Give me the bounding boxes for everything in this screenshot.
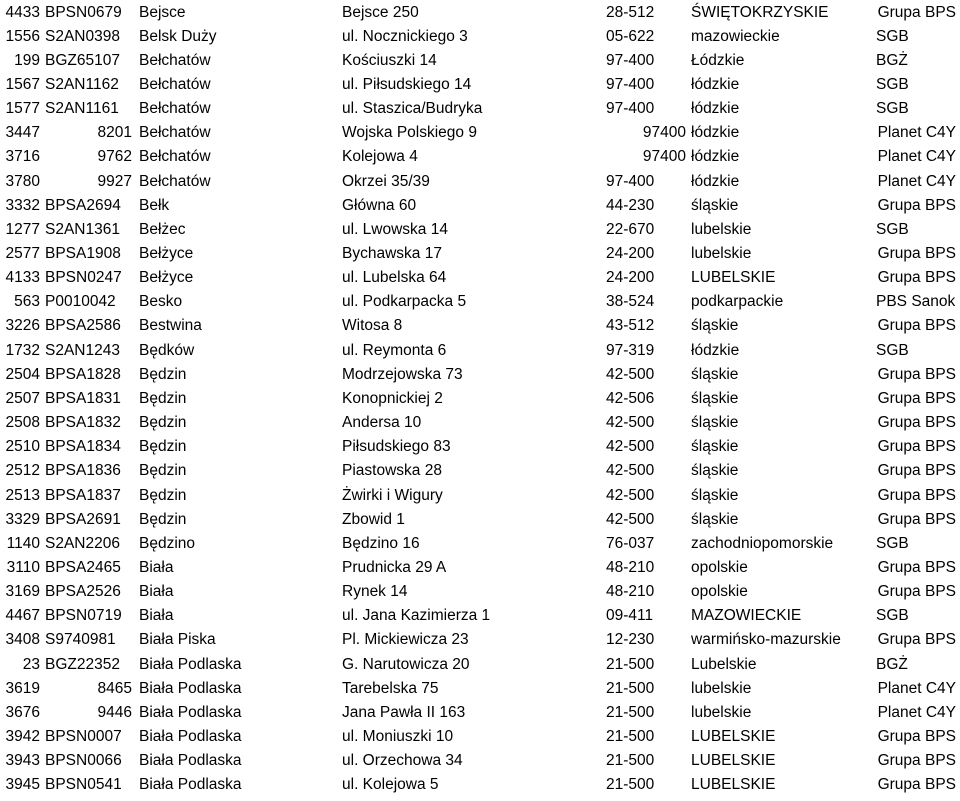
cell-code: BPSN0247 [45,269,122,287]
table-row [0,218,960,242]
cell-address: ul. Kolejowa 5 [342,776,439,794]
cell-zip: 24-200 [606,245,655,262]
cell-city: Biała Podlaska [139,728,242,745]
cell-bank: Grupa BPS [877,486,956,504]
cell-region: łódzkie [691,75,740,93]
cell-city: Bełżyce [139,269,194,287]
cell-address: Okrzei 35/39 [342,172,430,190]
cell-region: łódzkie [691,341,740,359]
cell-city: Bełchatów [139,100,211,118]
cell-bank: Grupa BPS [877,414,956,432]
cell-code: S2AN1161 [45,100,119,118]
cell-bank: Grupa BPS [877,245,956,262]
cell-id: 2513 [5,486,40,504]
cell-region: łódzkie [691,100,740,118]
cell-code: BPSA2526 [45,583,121,601]
cell-address: Bychawska 17 [342,245,442,262]
table-row [0,677,960,701]
cell-region: LUBELSKIE [691,728,776,745]
cell-city: Będzin [139,438,187,456]
cell-bank: Grupa BPS [877,631,956,649]
cell-bank: Grupa BPS [877,365,956,383]
cell-region: śląskie [691,486,739,504]
cell-address: Żwirki i Wigury [342,486,443,504]
cell-id: 23 [22,655,40,673]
table-row [0,749,960,773]
cell-code: BPSN0066 [45,752,122,770]
table-row [0,387,960,411]
table-row [0,459,960,483]
cell-address: Pl. Mickiewicza 23 [342,631,469,649]
cell-address: Jana Pawła II 163 [342,703,466,721]
cell-address: ul. Piłsudskiego 14 [342,75,472,93]
cell-id: 3780 [5,172,40,190]
cell-address: ul. Orzechowa 34 [342,752,463,770]
table-row [0,49,960,73]
cell-zip: 97400 [642,148,686,166]
cell-bank: Grupa BPS [877,583,956,601]
cell-id: 1577 [5,100,40,118]
cell-id: 563 [14,293,40,311]
cell-code: S2AN1243 [45,341,120,359]
cell-id: 3329 [5,510,40,528]
cell-region: lubelskie [691,703,752,721]
cell-zip: 48-210 [606,558,655,576]
cell-address: Wojska Polskiego 9 [342,124,477,142]
cell-id: 3110 [6,558,40,576]
cell-zip: 21-500 [606,752,655,770]
cell-zip: 42-500 [606,365,655,383]
cell-city: Bełchatów [139,51,211,69]
table-row [0,194,960,218]
cell-id: 3447 [5,124,40,142]
table-row [0,1,960,25]
cell-zip: 24-200 [606,269,655,287]
cell-bank: Grupa BPS [877,317,956,335]
cell-region: Łódzkie [691,51,745,69]
cell-code: BPSA1832 [45,414,121,432]
cell-region: mazowieckie [691,27,780,45]
cell-bank: SGB [876,100,909,118]
cell-zip: 48-210 [606,583,655,601]
cell-zip: 97-400 [606,172,655,190]
cell-code: BGZ22352 [45,655,120,673]
cell-id: 1277 [5,220,40,238]
cell-zip: 21-500 [606,703,655,721]
cell-zip: 97-319 [606,341,655,359]
cell-city: Będzin [139,486,187,504]
cell-region: śląskie [691,365,739,383]
cell-code: BPSA1828 [45,365,121,383]
cell-city: Biała [139,583,174,601]
cell-bank: Grupa BPS [877,389,956,407]
cell-region: opolskie [691,583,748,601]
cell-zip: 22-670 [606,220,655,238]
table-row [0,604,960,628]
cell-zip: 97-400 [606,100,655,118]
cell-region: śląskie [691,462,739,480]
cell-region: śląskie [691,196,739,214]
cell-id: 3942 [5,728,40,745]
cell-code: BPSA2465 [45,558,121,576]
cell-id: 2577 [5,245,40,262]
cell-address: ul. Jana Kazimierza 1 [342,607,491,625]
cell-bank: SGB [876,534,909,552]
cell-bank: SGB [876,27,909,45]
cell-region: LUBELSKIE [691,269,776,287]
cell-zip: 43-512 [606,317,655,335]
cell-zip: 97-400 [606,75,655,93]
cell-zip: 09-411 [606,607,654,625]
cell-id: 199 [14,51,40,69]
cell-city: Biała Podlaska [139,752,242,770]
cell-address: G. Narutowicza 20 [342,655,470,673]
cell-city: Bełchatów [139,75,211,93]
cell-code: BPSN0679 [45,3,122,21]
cell-bank: Planet C4Y [877,703,956,721]
cell-code: P0010042 [45,293,116,311]
cell-region: Lubelskie [691,655,757,673]
cell-zip: 97-400 [606,51,655,69]
cell-code: BPSA1836 [45,462,121,480]
cell-code: BPSA2691 [45,510,121,528]
table-row [0,556,960,580]
cell-code: BPSA1834 [45,438,121,456]
cell-zip: 21-500 [606,679,655,697]
cell-id: 3332 [5,196,40,214]
cell-region: śląskie [691,438,739,456]
cell-id: 1140 [6,534,40,552]
cell-region: łódzkie [691,148,740,166]
cell-id: 3716 [5,148,40,166]
table-row [0,580,960,604]
cell-region: lubelskie [691,679,752,697]
table-row [0,145,960,169]
cell-zip: 44-230 [606,196,655,214]
cell-bank: SGB [876,341,909,359]
cell-city: Biała Podlaska [139,703,242,721]
cell-bank: Planet C4Y [877,124,956,142]
cell-region: opolskie [691,558,748,576]
table-row [0,314,960,338]
cell-city: Bełchatów [139,148,211,166]
cell-zip: 42-500 [606,414,655,432]
cell-city: Będzin [139,365,187,383]
cell-code: 8465 [97,679,132,697]
table-row [0,725,960,749]
cell-address: Modrzejowska 73 [342,365,463,383]
cell-bank: Grupa BPS [877,438,956,456]
cell-id: 4433 [5,3,40,21]
cell-city: Biała Podlaska [139,679,242,697]
cell-bank: SGB [876,220,909,238]
cell-address: Piastowska 28 [342,462,442,480]
cell-zip: 42-500 [606,462,655,480]
cell-zip: 38-524 [606,293,655,311]
table-row [0,484,960,508]
cell-id: 1556 [5,27,40,45]
cell-bank: Grupa BPS [877,462,956,480]
cell-zip: 28-512 [606,3,655,21]
cell-zip: 76-037 [606,534,655,552]
table-row [0,25,960,49]
cell-city: Belsk Duży [139,27,217,45]
cell-bank: Planet C4Y [877,679,956,697]
cell-city: Biała [139,607,174,625]
cell-code: S9740981 [45,631,116,649]
cell-code: BPSA2694 [45,196,121,214]
cell-city: Bejsce [139,3,186,21]
cell-city: Będzin [139,414,187,432]
table-row [0,170,960,194]
cell-address: Kościuszki 14 [342,51,437,69]
cell-address: Będzino 16 [342,534,420,552]
cell-bank: Grupa BPS [877,728,956,745]
cell-city: Biała Piska [139,631,216,649]
cell-zip: 12-230 [606,631,655,649]
table-row [0,266,960,290]
cell-id: 4467 [5,607,40,625]
cell-id: 3226 [5,317,40,335]
cell-zip: 42-500 [606,510,655,528]
cell-city: Bestwina [139,317,202,335]
table-row [0,508,960,532]
table-row [0,73,960,97]
cell-bank: PBS Sanok [876,293,956,311]
cell-city: Biała [139,558,174,576]
cell-address: Kolejowa 4 [342,148,418,166]
cell-bank: Grupa BPS [877,776,956,794]
table-row [0,411,960,435]
cell-address: ul. Lubelska 64 [342,269,447,287]
cell-zip: 97400 [642,124,686,142]
cell-region: zachodniopomorskie [691,534,834,552]
cell-id: 2508 [5,414,40,432]
cell-city: Biała Podlaska [139,655,242,673]
cell-address: Rynek 14 [342,583,408,601]
table-row [0,363,960,387]
cell-id: 2504 [5,365,40,383]
cell-region: ŚWIĘTOKRZYSKIE [691,3,829,21]
cell-bank: SGB [876,75,909,93]
cell-code: 9446 [97,703,132,721]
cell-code: S2AN1162 [45,75,119,93]
cell-city: Bełżec [139,220,186,238]
cell-region: lubelskie [691,245,752,262]
cell-code: S2AN2206 [45,534,120,552]
cell-city: Będzin [139,462,187,480]
cell-address: Witosa 8 [342,317,403,335]
cell-address: ul. Lwowska 14 [342,220,448,238]
cell-id: 3945 [5,776,40,794]
cell-id: 3676 [5,703,40,721]
cell-code: BPSA1908 [45,245,121,262]
cell-bank: Grupa BPS [877,510,956,528]
cell-region: lubelskie [691,220,752,238]
cell-address: ul. Staszica/Budryka [342,100,483,118]
cell-city: Besko [139,293,183,311]
table-row [0,701,960,725]
cell-bank: Planet C4Y [877,148,956,166]
table-row [0,121,960,145]
table-row [0,339,960,363]
cell-address: Andersa 10 [342,414,422,432]
cell-region: śląskie [691,414,739,432]
cell-region: śląskie [691,317,739,335]
cell-region: LUBELSKIE [691,776,776,794]
cell-address: Zbowid 1 [342,510,405,528]
cell-id: 3408 [5,631,40,649]
cell-code: 8201 [97,124,132,142]
cell-zip: 21-500 [606,655,655,673]
cell-address: Prudnicka 29 A [342,558,447,576]
cell-bank: Planet C4Y [877,172,956,190]
cell-city: Bełżyce [139,245,194,262]
cell-code: BPSA1837 [45,486,121,504]
cell-code: BPSA2586 [45,317,121,335]
cell-city: Będków [139,341,195,359]
table-row [0,435,960,459]
cell-city: Bełchatów [139,172,211,190]
cell-bank: Grupa BPS [877,752,956,770]
table-row [0,242,960,266]
cell-city: Biała Podlaska [139,776,242,794]
cell-city: Bełchatów [139,124,211,142]
cell-code: BPSN0007 [45,728,122,745]
cell-city: Będzin [139,510,187,528]
cell-id: 2512 [5,462,40,480]
cell-address: ul. Moniuszki 10 [342,728,454,745]
cell-address: ul. Reymonta 6 [342,341,447,359]
table-row [0,653,960,677]
table-row [0,773,960,797]
cell-region: warmińsko-mazurskie [691,631,841,649]
cell-zip: 42-506 [606,389,655,407]
cell-region: LUBELSKIE [691,752,776,770]
cell-code: BPSN0541 [45,776,122,794]
table-row [0,290,960,314]
table-row [0,628,960,652]
cell-address: Główna 60 [342,196,417,214]
cell-region: śląskie [691,510,739,528]
cell-id: 2507 [5,389,40,407]
cell-code: 9927 [97,172,132,190]
cell-bank: Grupa BPS [877,3,956,21]
cell-zip: 42-500 [606,438,655,456]
cell-region: śląskie [691,389,739,407]
cell-city: Będzin [139,389,187,407]
cell-id: 2510 [5,438,40,456]
cell-bank: SGB [876,607,909,625]
cell-bank: Grupa BPS [877,558,956,576]
cell-zip: 05-622 [606,27,655,45]
cell-address: Konopnickiej 2 [342,389,443,407]
cell-id: 3169 [5,583,40,601]
cell-code: BPSA1831 [45,389,121,407]
cell-address: ul. Nocznickiego 3 [342,27,468,45]
cell-id: 3943 [5,752,40,770]
cell-id: 1732 [5,341,40,359]
cell-address: Piłsudskiego 83 [342,438,451,456]
cell-region: podkarpackie [691,293,784,311]
cell-region: MAZOWIECKIE [691,607,802,625]
cell-code: BGZ65107 [45,51,120,69]
cell-address: Bejsce 250 [342,3,419,21]
cell-city: Bełk [139,196,170,214]
cell-bank: BGŻ [876,51,908,69]
cell-zip: 21-500 [606,728,655,745]
cell-id: 4133 [5,269,40,287]
cell-code: BPSN0719 [45,607,122,625]
cell-region: łódzkie [691,172,740,190]
cell-zip: 42-500 [606,486,655,504]
cell-code: S2AN1361 [45,220,120,238]
cell-zip: 21-500 [606,776,655,794]
cell-address: Tarebelska 75 [342,679,439,697]
cell-bank: Grupa BPS [877,196,956,214]
cell-city: Będzino [139,534,196,552]
cell-id: 1567 [5,75,40,93]
table-row [0,532,960,556]
cell-region: łódzkie [691,124,740,142]
table-row [0,97,960,121]
cell-code: 9762 [97,148,132,166]
cell-code: S2AN0398 [45,27,120,45]
cell-bank: Grupa BPS [877,269,956,287]
cell-bank: BGŻ [876,655,908,673]
cell-address: ul. Podkarpacka 5 [342,293,467,311]
cell-id: 3619 [5,679,40,697]
